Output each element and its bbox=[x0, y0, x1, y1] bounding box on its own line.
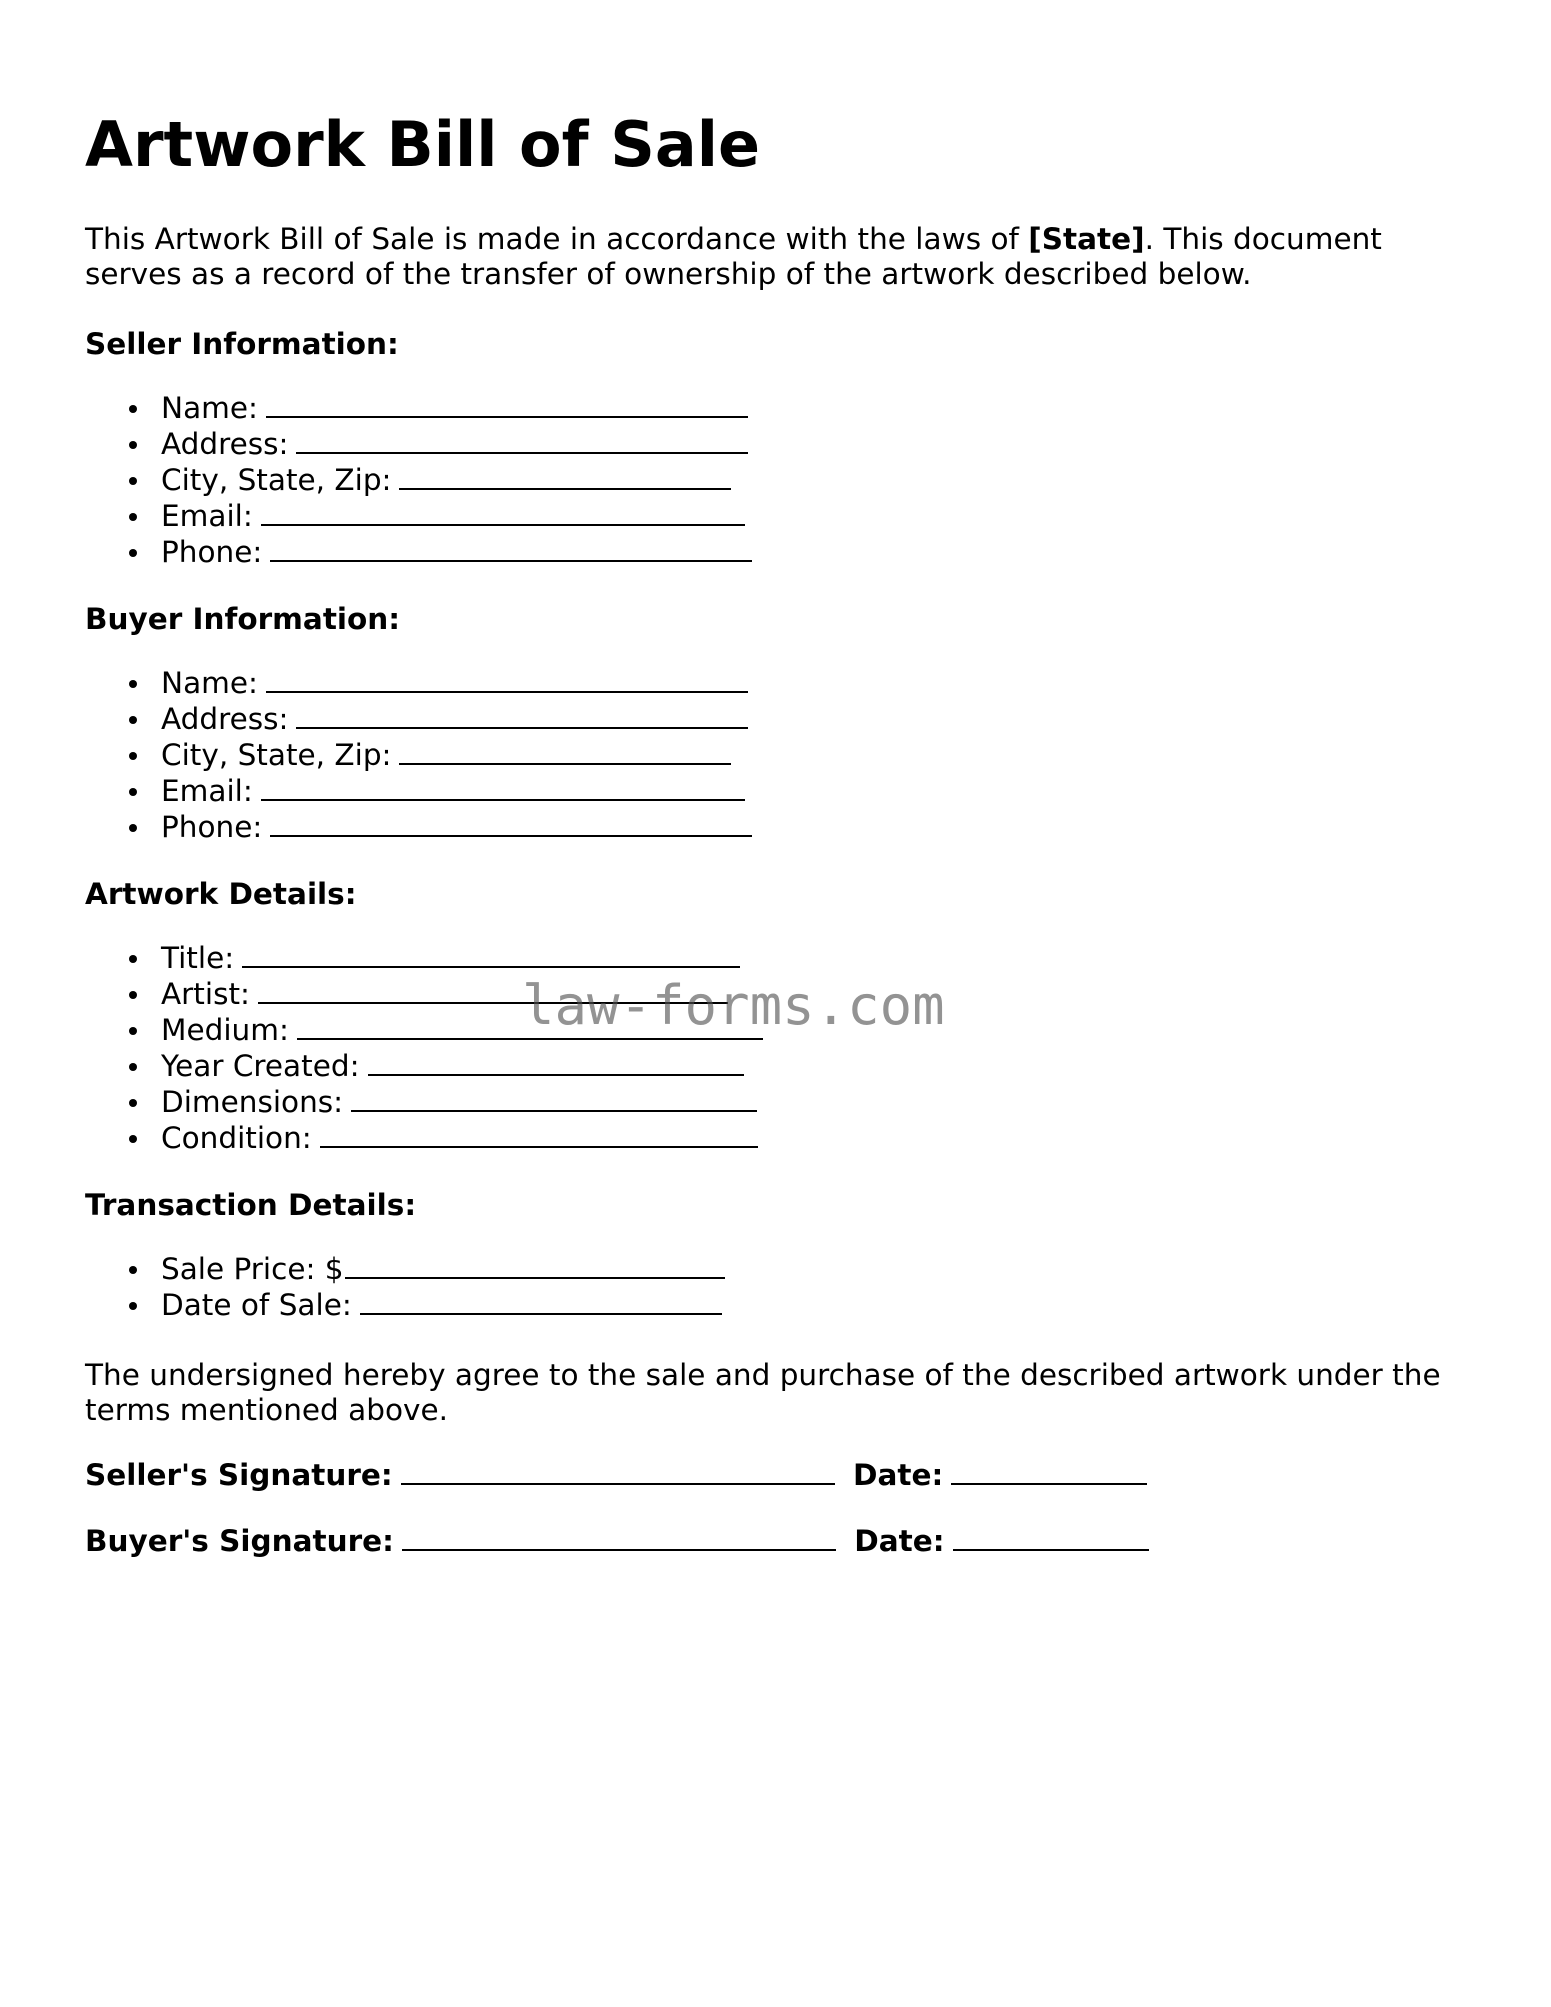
seller-fields bbox=[85, 390, 752, 570]
fill-line bbox=[266, 665, 748, 693]
sale-price-field[interactable] bbox=[85, 1251, 725, 1287]
fill-line bbox=[296, 426, 748, 454]
field-label: Title: bbox=[161, 941, 235, 975]
buyer-signature-label: Buyer's Signature: bbox=[85, 1524, 394, 1558]
fill-line bbox=[345, 1251, 725, 1279]
fill-line bbox=[242, 940, 740, 968]
fill-line bbox=[399, 737, 731, 765]
field-label: Name: bbox=[161, 666, 258, 700]
field-label: Phone: bbox=[161, 535, 263, 569]
buyer-fields bbox=[85, 665, 752, 845]
closing-paragraph: The undersigned hereby agree to the sale and purchase of the described artwork under the terms mentioned above. bbox=[85, 1358, 1441, 1427]
field-label: Artist: bbox=[161, 977, 250, 1011]
seller-email-field[interactable] bbox=[85, 498, 752, 534]
buyer-phone-field[interactable] bbox=[85, 809, 752, 845]
artwork-year-created-field[interactable] bbox=[85, 1048, 763, 1084]
buyer-date-line[interactable] bbox=[953, 1523, 1149, 1551]
fill-line bbox=[261, 498, 745, 526]
fill-line bbox=[266, 390, 748, 418]
watermark-text: law-forms.com bbox=[522, 974, 945, 1037]
field-label: Email: bbox=[161, 499, 253, 533]
fill-line bbox=[270, 809, 752, 837]
seller-address-field[interactable] bbox=[85, 426, 752, 462]
field-label: City, State, Zip: bbox=[161, 463, 392, 497]
state-placeholder: [State] bbox=[1028, 222, 1145, 256]
fill-line bbox=[320, 1120, 758, 1148]
buyer-email-field[interactable] bbox=[85, 773, 752, 809]
artwork-title-field[interactable] bbox=[85, 940, 763, 976]
date-of-sale-field[interactable] bbox=[85, 1287, 725, 1323]
transaction-heading: Transaction Details: bbox=[85, 1188, 417, 1222]
buyer-address-field[interactable] bbox=[85, 701, 752, 737]
seller-signature-label: Seller's Signature: bbox=[85, 1458, 393, 1492]
seller-city-state-zip-field[interactable] bbox=[85, 462, 752, 498]
artwork-heading: Artwork Details: bbox=[85, 877, 357, 911]
seller-heading: Seller Information: bbox=[85, 327, 399, 361]
field-label: Phone: bbox=[161, 810, 263, 844]
seller-signature-row bbox=[85, 1457, 1147, 1493]
field-label: Date of Sale: bbox=[161, 1288, 352, 1322]
intro-text-end: . This document serves as a record of the transfer of ownership of the artwork described below. bbox=[85, 222, 1382, 291]
intro-text-start: This Artwork Bill of Sale is made in accordance with the laws of bbox=[85, 222, 1029, 256]
fill-line bbox=[399, 462, 731, 490]
fill-line bbox=[368, 1048, 744, 1076]
document-title: Artwork Bill of Sale bbox=[85, 108, 761, 181]
buyer-signature-row bbox=[85, 1523, 1149, 1559]
buyer-name-field[interactable] bbox=[85, 665, 752, 701]
buyer-date-label: Date: bbox=[854, 1524, 945, 1558]
seller-name-field[interactable] bbox=[85, 390, 752, 426]
field-label: Address: bbox=[161, 427, 289, 461]
seller-date-label: Date: bbox=[853, 1458, 944, 1492]
buyer-heading: Buyer Information: bbox=[85, 602, 401, 636]
seller-phone-field[interactable] bbox=[85, 534, 752, 570]
field-label: Dimensions: bbox=[161, 1085, 344, 1119]
field-label: Address: bbox=[161, 702, 289, 736]
buyer-city-state-zip-field[interactable] bbox=[85, 737, 752, 773]
field-label: Email: bbox=[161, 774, 253, 808]
fill-line bbox=[261, 773, 745, 801]
buyer-signature-line[interactable] bbox=[402, 1523, 836, 1551]
transaction-fields bbox=[85, 1251, 725, 1323]
fill-line bbox=[360, 1287, 722, 1315]
artwork-condition-field[interactable] bbox=[85, 1120, 763, 1156]
fill-line bbox=[296, 701, 748, 729]
fill-line bbox=[270, 534, 752, 562]
field-label: City, State, Zip: bbox=[161, 738, 392, 772]
fill-line bbox=[351, 1084, 757, 1112]
field-label: Condition: bbox=[161, 1121, 312, 1155]
artwork-dimensions-field[interactable] bbox=[85, 1084, 763, 1120]
field-label: Medium: bbox=[161, 1013, 289, 1047]
intro-paragraph bbox=[85, 222, 1455, 292]
seller-date-line[interactable] bbox=[951, 1457, 1147, 1485]
field-label: Sale Price: $ bbox=[161, 1252, 344, 1286]
field-label: Year Created: bbox=[161, 1049, 360, 1083]
artwork-fields bbox=[85, 940, 763, 1156]
field-label: Name: bbox=[161, 391, 258, 425]
seller-signature-line[interactable] bbox=[401, 1457, 835, 1485]
